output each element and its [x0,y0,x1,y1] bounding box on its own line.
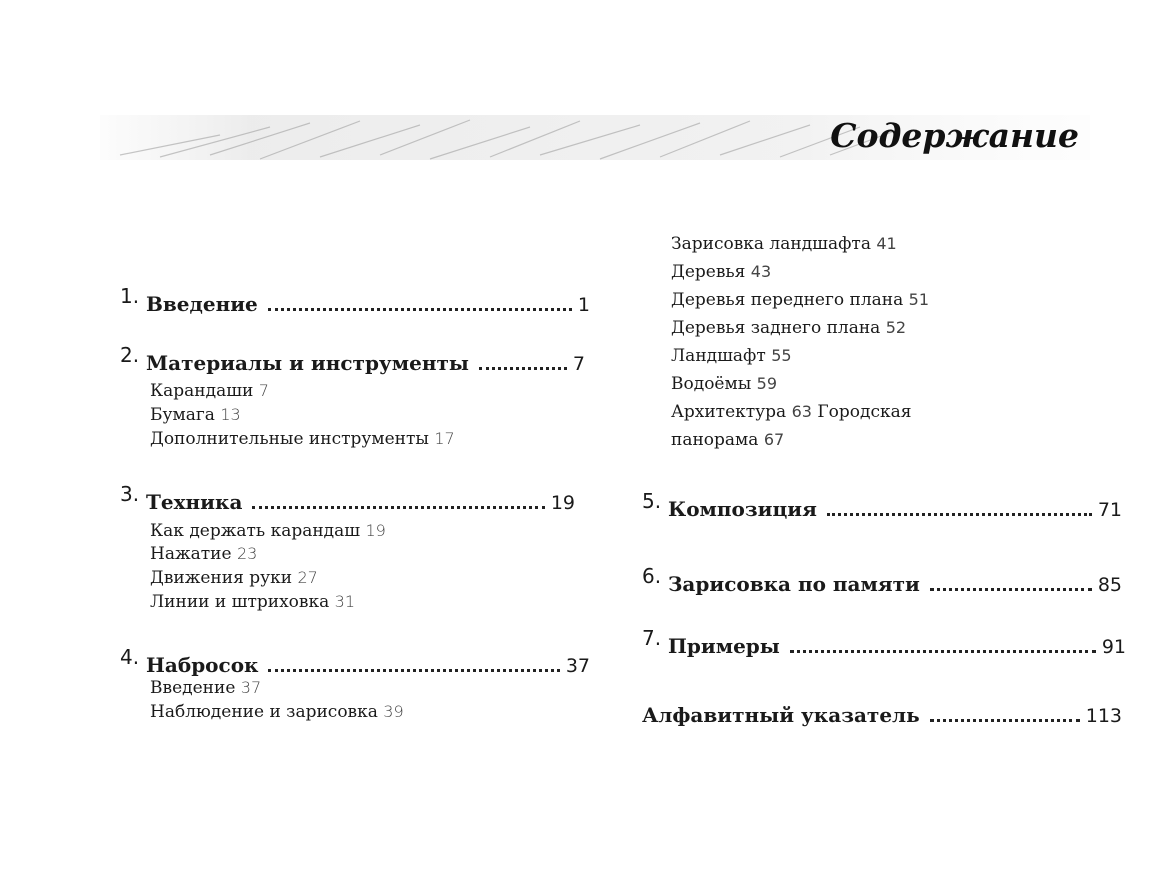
chapter-title: Набросок [146,653,259,677]
toc-subentry[interactable] [671,286,931,314]
chapter-page: 71 [1097,499,1122,521]
subentry-title: Деревья заднего плана [671,318,881,338]
subentry-page: 23 [236,544,258,563]
dot-leader [930,718,1080,722]
toc-index[interactable] [642,703,1122,727]
subentry-page: 52 [885,318,907,337]
subentry-page: 55 [771,346,792,365]
chapter-page: 85 [1097,574,1122,596]
toc-subentry[interactable] [671,314,931,342]
toc-subentry[interactable] [150,379,269,403]
subentry-page: 59 [756,374,778,393]
subentry-title: Бумага [150,405,215,425]
toc-subentry[interactable] [671,398,931,454]
subentry-title: Карандаши [150,381,254,401]
chapter-page: 37 [565,655,590,677]
toc-subentry[interactable] [671,258,931,286]
chapter-title: Зарисовка по памяти [668,572,920,596]
toc-chapter-4[interactable] [120,645,590,677]
subentry-page: 27 [297,568,318,587]
toc-subentry[interactable] [150,566,318,590]
toc-subentry[interactable] [150,676,261,700]
toc-subentry[interactable] [150,590,355,614]
subentry-page: 63 [791,402,812,421]
toc-subentry[interactable] [671,342,931,370]
subentry-page: 43 [750,262,772,281]
chapter-number: 3. [120,482,140,506]
subentry-page: 37 [240,678,262,697]
subentry-title: Деревья [671,262,746,282]
chapter-title: Композиция [668,497,817,521]
subentry-title: Городская панорама [671,402,912,450]
subentry-page: 31 [334,592,355,611]
subentry-title: Водоёмы [671,374,752,394]
subentry-title: Наблюдение и зарисовка [150,702,378,722]
index-page: 113 [1085,705,1122,727]
toc-chapter-7[interactable] [642,626,1126,658]
subentry-page: 7 [258,381,269,400]
chapter-title: Примеры [668,634,780,658]
subentry-page: 39 [383,702,404,721]
chapter-number: 2. [120,343,140,367]
subentry-title: Введение [150,678,236,698]
chapter-number: 6. [642,564,662,588]
dot-leader [252,505,544,509]
dot-leader [268,668,559,672]
chapter-title: Техника [146,490,243,514]
toc-chapter-3[interactable] [120,482,575,514]
toc-subentry[interactable] [150,542,257,566]
toc-subentry[interactable] [671,370,931,398]
subentry-page: 19 [365,521,386,540]
toc-subentry[interactable] [150,427,455,451]
chapter-number: 4. [120,645,140,669]
dot-leader [479,366,567,370]
subentry-title: Нажатие [150,544,232,564]
toc-subentry[interactable] [150,519,386,543]
subentry-title: Архитектура [671,402,787,422]
dot-leader [268,307,572,311]
toc-subentry[interactable] [150,700,404,724]
chapter-number: 5. [642,489,662,513]
toc-subentry[interactable] [671,230,931,258]
chapter-page: 7 [572,353,585,375]
toc-subentry-list [671,230,931,454]
toc-chapter-1[interactable] [120,284,590,316]
subentry-title: Деревья переднего плана [671,290,904,310]
subentry-title: Дополнительные инструменты [150,429,429,449]
toc-chapter-2[interactable] [120,343,585,375]
chapter-page: 1 [577,294,590,316]
subentry-page: 13 [220,405,241,424]
subentry-page: 17 [434,429,455,448]
dot-leader [790,649,1096,653]
subentry-page: 67 [763,430,785,449]
subentry-title: Зарисовка ландшафта [671,234,871,254]
chapter-title: Введение [146,292,258,316]
toc-subentry[interactable] [150,403,241,427]
subentry-title: Ландшафт [671,346,766,366]
dot-leader [930,587,1092,591]
toc-chapter-6[interactable] [642,564,1122,596]
chapter-number: 7. [642,626,662,650]
chapter-page: 19 [550,492,575,514]
subentry-title: Как держать карандаш [150,521,361,541]
index-title: Алфавитный указатель [642,703,920,727]
subentry-title: Движения руки [150,568,293,588]
subentry-title: Линии и штриховка [150,592,330,612]
subentry-page: 41 [876,234,897,253]
chapter-title: Материалы и инструменты [146,351,469,375]
page-title: Содержание [830,116,1079,155]
chapter-number: 1. [120,284,140,308]
dot-leader [827,512,1092,516]
toc-chapter-5[interactable] [642,489,1122,521]
chapter-page: 91 [1101,636,1126,658]
subentry-page: 51 [908,290,930,309]
